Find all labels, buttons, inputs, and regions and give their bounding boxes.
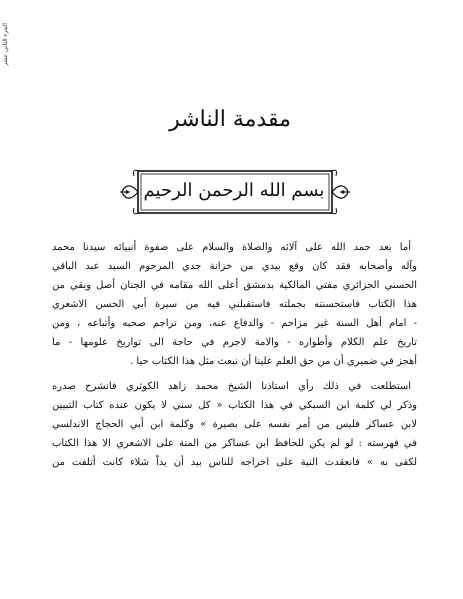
text-line: - امام أهل السنة غير مزاحم - والدفاع عنه، ومن تراجم صحبه وأتباعه ، ومن <box>52 318 417 329</box>
text-line: استطلعت في ذلك رأي استاذنا الشيخ محمد زاهد الكوثري فانشرح صدره <box>52 381 411 392</box>
paragraph <box>52 377 417 472</box>
bismillah-cartouche <box>120 168 350 216</box>
bismillah-text: بسم الله الرحمن الرحيم <box>143 180 325 201</box>
text-line: الحسني الجزائري مفتي المالكية بدمشق أعلى الله مقامه في الجنان أصل وبقي من <box>52 280 417 291</box>
page-side-label: الجزء الثاني عشر <box>3 23 9 66</box>
paragraph <box>52 238 417 371</box>
body-text <box>52 238 417 472</box>
text-line: في فهرسته : لو لم يكن للحافظ ابن عساكر من المنة على الاشعري الا هذا الكتاب <box>52 438 417 449</box>
text-line: تاريخ علم الكلام وأطواره - والامة لاجرم في حاجة الى تواريخ علومها - ما <box>52 337 417 348</box>
text-line: وآله وأصحابه فقد كان وقع بيدي من خزانة جدي المرحوم السيد عبد الباقي <box>52 261 417 272</box>
text-line: لكفى به » فانعقدت النية على اخراجه للناس بيد أن يداً شلاء كانت أتلفت من <box>52 457 417 468</box>
text-line: أهجز في ضميري أن من حق العلم علينا أن نبعث مثل هذا الكتاب حيا . <box>130 356 417 367</box>
page-title: مقدمة الناشر <box>169 107 291 132</box>
text-line: وذكر لي كلمة ابن السبكي في هذا الكتاب « كل سني لا يكون عنده كتاب التبيين <box>52 400 417 411</box>
text-line: لابن عساكر فليس من أمر نفسه على بصيرة » وكلمة ابن أبي الحجاج الاندلسي <box>52 419 417 430</box>
text-line: أما بعد حمد الله على آلائه والصلاة والسلام على صفوة أنبيائه سيدنا محمد <box>52 242 411 253</box>
text-line: هذا الكتاب فاستحسنته بجملته فاستقبلني فيه من سيرة أبي الحسن الاشعري <box>52 299 417 310</box>
